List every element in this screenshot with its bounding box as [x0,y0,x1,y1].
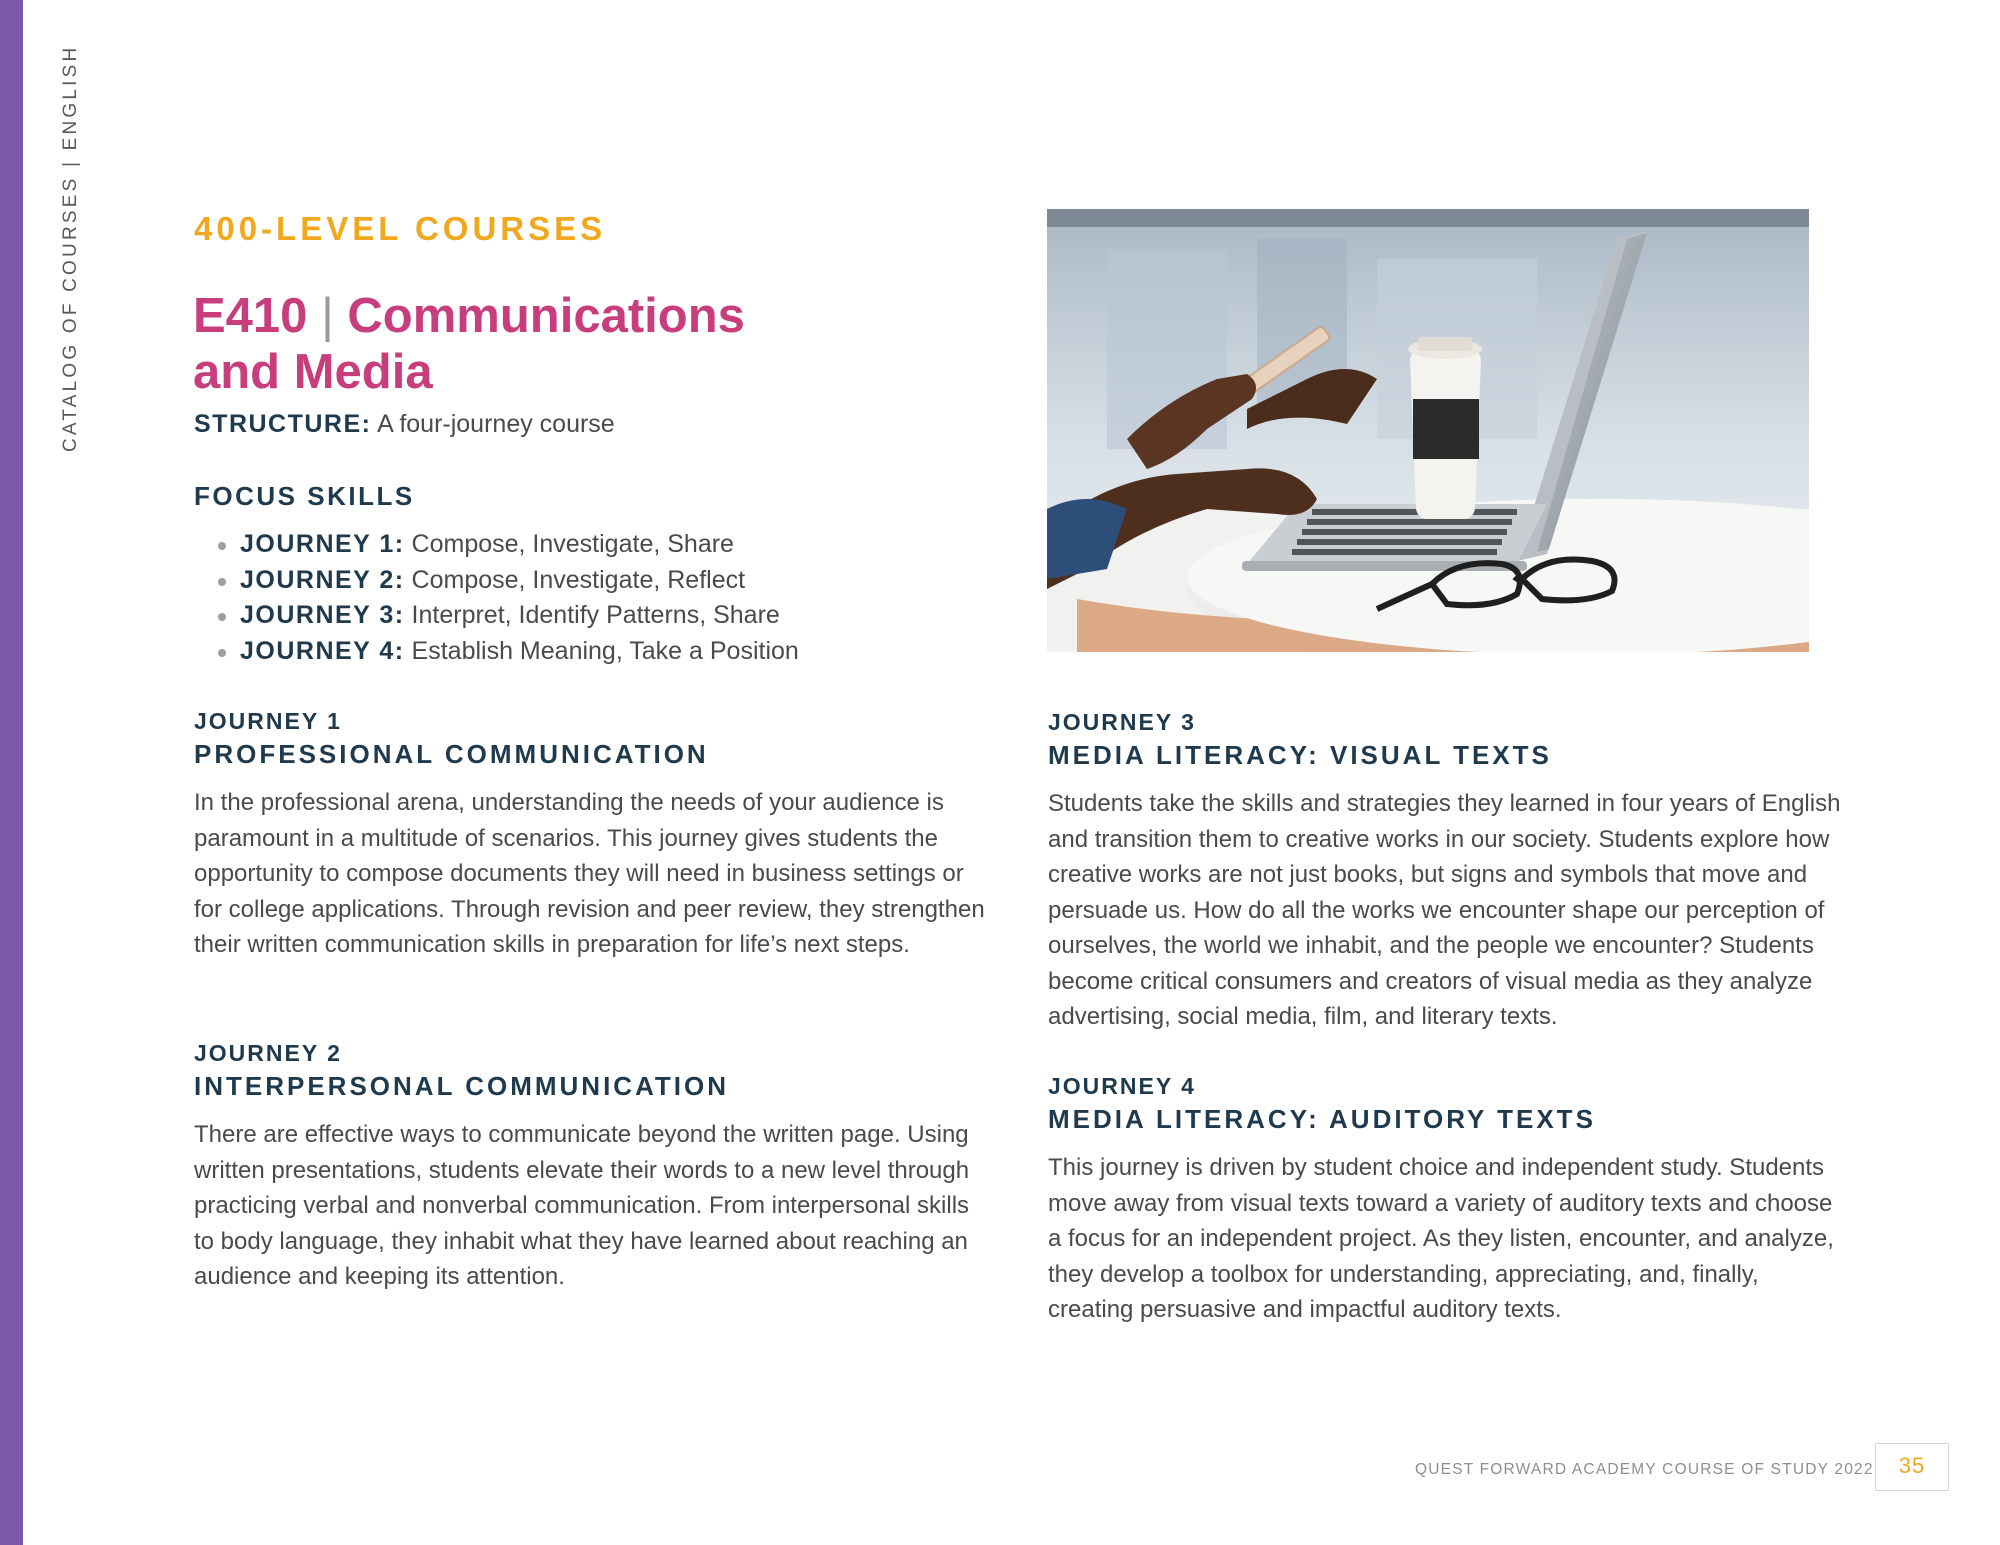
focus-skills-heading: FOCUS SKILLS [194,481,415,511]
journey-3-section [1048,707,1848,1035]
course-code: E410 [193,289,308,343]
list-item [218,527,799,563]
skill-journey-text: Establish Meaning, Take a Position [411,636,799,665]
bullet-icon [218,613,226,621]
journey-1-section [194,706,994,963]
skill-journey-text: Compose, Investigate, Share [411,530,734,558]
skill-journey-label: JOURNEY 4: [240,636,405,665]
focus-skills-list [218,527,799,669]
journey-description: This journey is driven by student choice and independent study. Students move away from visual texts toward a variety of auditory texts and choose a focus for an independent project. As they listen, encounter, and analyze, they develop a toolbox for understanding, appreciating, and, finally, creating persuasive and impactful auditory texts. [1048,1154,1834,1323]
laptop-phone-photo [1047,209,1809,652]
course-name: Communications and Media [193,289,745,399]
journey-description: In the professional arena, understanding the needs of your audience is paramount in a multitude of scenarios. This journey gives students the opportunity to compose documents they will need in business settings or for college applications. Through revision and peer review, they strengthen their written communication skills in preparation for life’s next steps. [194,789,985,958]
footer-publication-title: QUEST FORWARD ACADEMY COURSE OF STUDY 2022 [1415,1461,1874,1478]
bullet-icon [218,542,226,550]
skill-journey-label: JOURNEY 2: [240,565,405,594]
skill-journey-text: Compose, Investigate, Reflect [411,565,746,594]
journey-number: JOURNEY 3 [1048,709,1196,735]
journey-description: There are effective ways to communicate beyond the written page. Using written presentations, students elevate their words to a new level through practicing verbal and nonverbal communication. From interpersonal skills to body language, they inhabit what they have learned about reaching an audience and keeping its attention. [194,1121,970,1290]
skill-journey-label: JOURNEY 1: [240,530,405,558]
sidebar-accent-bar [0,0,23,1545]
structure-line [194,410,615,439]
photo-illustration [1047,209,1809,652]
journey-title: INTERPERSONAL COMMUNICATION [194,1071,730,1101]
bullet-icon [218,649,226,657]
skill-journey-text: Interpret, Identify Patterns, Share [411,601,780,629]
journey-title: MEDIA LITERACY: VISUAL TEXTS [1048,740,1552,770]
journey-description: Students take the skills and strategies they learned in four years of English and transition them to creative works in our society. Students explore how creative works are not just books, but signs and symbols that move and persuade us. How do all the works we encounter shape our perception of ourselves, the world we inhabit, and the people we encounter? Students become critical consumers and creators of visual media as they analyze advertising, social media, film, and literary texts. [1048,790,1841,1030]
bullet-icon [218,578,226,586]
structure-label: STRUCTURE: [194,410,372,438]
journey-title: MEDIA LITERACY: AUDITORY TEXTS [1048,1104,1596,1134]
course-level-eyebrow: 400-LEVEL COURSES [194,210,607,247]
list-item [218,634,799,670]
title-separator: | [321,289,334,343]
journey-title: PROFESSIONAL COMMUNICATION [194,739,709,769]
sidebar-section-label: CATALOG OF COURSES | ENGLISH [60,44,81,452]
list-item [218,598,799,634]
page-number: 35 [1875,1443,1949,1491]
journey-2-section [194,1038,994,1295]
page-title [193,288,833,400]
journey-number: JOURNEY 4 [1048,1073,1196,1099]
skill-journey-label: JOURNEY 3: [240,601,405,629]
journey-number: JOURNEY 1 [194,708,342,734]
journey-number: JOURNEY 2 [194,1040,342,1066]
list-item [218,563,799,599]
structure-value: A four-journey course [377,410,615,438]
journey-4-section [1048,1071,1848,1328]
